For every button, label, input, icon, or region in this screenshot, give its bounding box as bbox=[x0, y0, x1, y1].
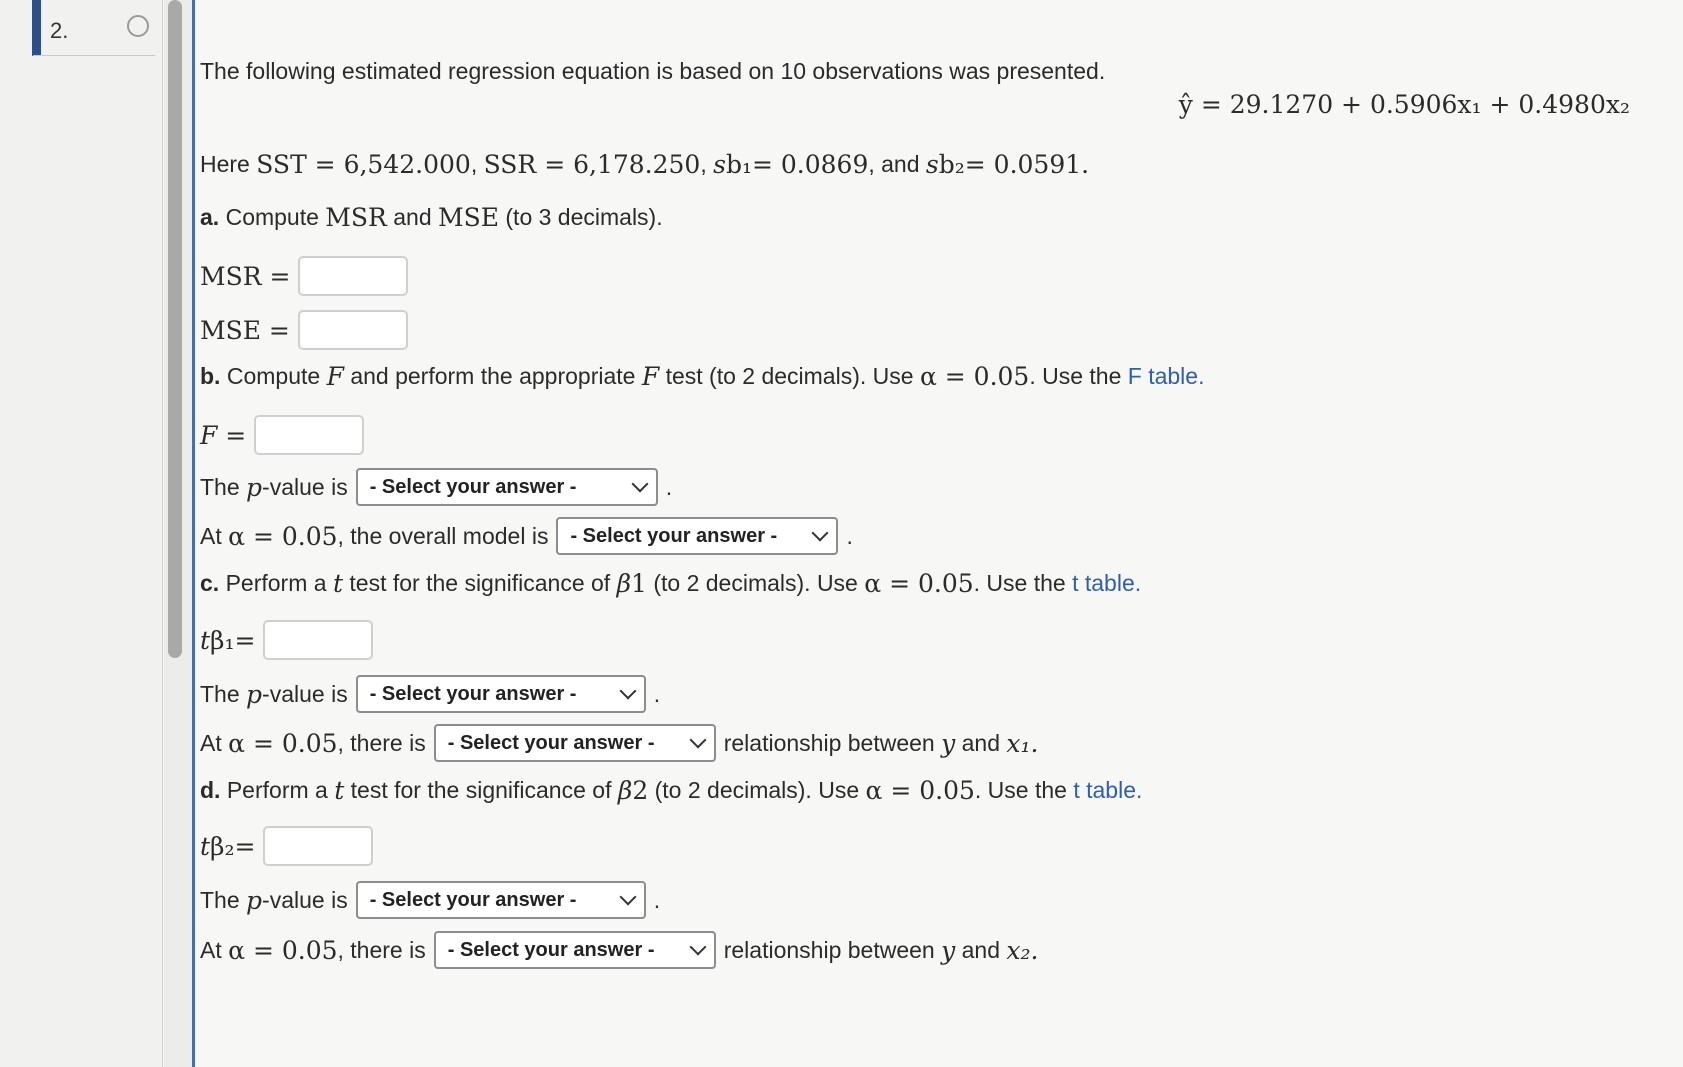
pvalue-suffix: -value is bbox=[262, 886, 348, 913]
part-b-text-2: and perform the appropriate bbox=[350, 363, 636, 389]
part-d-pvalue-row: The p -value is - Select your answer - . bbox=[200, 881, 660, 919]
column-divider bbox=[162, 0, 163, 1067]
question-status-circle-icon bbox=[127, 15, 149, 37]
given-values: Here SST = 6,542.000 , SSR = 6,178.250 , s b₁ = 0.0869 , and s b₂ = 0.0591. bbox=[200, 150, 1090, 179]
mse-row bbox=[200, 310, 408, 350]
part-d-t: t bbox=[334, 776, 345, 805]
msr-input[interactable] bbox=[298, 256, 408, 296]
at-prefix: At bbox=[200, 936, 222, 963]
part-b-text-3: test (to 2 decimals). Use bbox=[665, 363, 914, 389]
part-a-label: a. bbox=[200, 204, 220, 230]
pvalue-prefix: The bbox=[200, 886, 240, 913]
select-label: - Select your answer - bbox=[570, 524, 778, 547]
part-c-text-2: test for the significance of bbox=[349, 570, 611, 596]
part-d-alpha: α = 0.05 bbox=[865, 776, 975, 805]
select-label: - Select your answer - bbox=[447, 731, 655, 754]
select-label: - Select your answer - bbox=[369, 682, 577, 705]
chevron-down-icon bbox=[619, 889, 636, 906]
content-left-border bbox=[192, 0, 195, 1067]
chevron-down-icon bbox=[812, 525, 829, 542]
scrollbar-thumb[interactable] bbox=[168, 0, 182, 658]
msr-label: MSR = bbox=[200, 261, 291, 291]
question-number[interactable]: 2. bbox=[50, 18, 69, 43]
t-beta2-row bbox=[200, 826, 373, 866]
part-b-label: b. bbox=[200, 363, 221, 389]
part-b-f-2: F bbox=[641, 362, 660, 391]
question-content bbox=[200, 0, 1660, 1067]
part-c-text: Perform a bbox=[225, 570, 327, 596]
beta-subscript: 1 bbox=[631, 569, 647, 598]
x2-variable: x₂. bbox=[1006, 935, 1039, 965]
pvalue-p: p bbox=[246, 885, 263, 915]
t-symbol: t bbox=[200, 831, 211, 861]
part-a-prompt bbox=[200, 203, 663, 232]
part-a-mse: MSE bbox=[438, 203, 499, 232]
question-accent-bar bbox=[32, 0, 41, 56]
part-a-text: Compute bbox=[225, 204, 319, 230]
select-label: - Select your answer - bbox=[447, 938, 655, 961]
part-b-text-4: . Use the bbox=[1029, 363, 1122, 389]
part-c-prompt bbox=[200, 569, 1141, 598]
y-variable: y bbox=[941, 935, 956, 965]
part-c-t: t bbox=[332, 569, 343, 598]
rel-suffix: relationship between bbox=[723, 936, 935, 963]
pvalue-prefix: The bbox=[200, 680, 240, 707]
t-symbol: t bbox=[200, 625, 211, 655]
sb2-subscript: b₂ bbox=[938, 150, 965, 179]
question-nav-column bbox=[0, 0, 162, 1067]
sb1-value: = 0.0869 bbox=[751, 150, 869, 179]
beta-subscript: 2 bbox=[632, 776, 649, 805]
part-c-relationship-select[interactable] bbox=[434, 724, 716, 762]
part-b-alpha: α = 0.05 bbox=[919, 362, 1030, 391]
t-table-link[interactable]: t table. bbox=[1073, 777, 1143, 803]
part-d-relationship-row: At α = 0.05 , there is - Select your answer - relationship between y and x₂. bbox=[200, 931, 1038, 969]
part-c-label: c. bbox=[200, 570, 220, 596]
rel-text: , there is bbox=[337, 936, 426, 963]
part-c-pvalue-row: The p -value is - Select your answer - . bbox=[200, 675, 660, 713]
part-c-text-3: (to 2 decimals). Use bbox=[653, 570, 858, 596]
part-d-prompt bbox=[200, 776, 1142, 805]
t-beta2-input[interactable] bbox=[263, 826, 373, 866]
part-d-text-4: . Use the bbox=[974, 777, 1067, 803]
overall-text: , the overall model is bbox=[337, 522, 549, 549]
given-prefix: Here bbox=[200, 151, 250, 177]
part-b-prompt bbox=[200, 362, 1204, 391]
part-d-pvalue-select[interactable] bbox=[356, 881, 646, 919]
given-and: , and bbox=[868, 151, 920, 177]
chevron-down-icon bbox=[631, 476, 648, 493]
beta-symbol: β bbox=[616, 569, 632, 598]
x1-variable: x₁. bbox=[1006, 728, 1039, 758]
part-b-overall-row: At α = 0.05 , the overall model is - Select your answer - . bbox=[200, 517, 853, 555]
rel-alpha: α = 0.05 bbox=[228, 935, 338, 965]
part-b-pvalue-row: The p -value is - Select your answer - . bbox=[200, 468, 672, 506]
part-a-and: and bbox=[393, 204, 432, 230]
overall-model-select[interactable] bbox=[556, 517, 838, 555]
at-prefix: At bbox=[200, 522, 222, 549]
t-table-link[interactable]: t table. bbox=[1072, 570, 1142, 596]
question-divider bbox=[33, 55, 155, 56]
pvalue-p: p bbox=[246, 472, 263, 502]
part-a-decimals: (to 3 decimals). bbox=[505, 204, 663, 230]
rel-alpha: α = 0.05 bbox=[228, 728, 338, 758]
chevron-down-icon bbox=[619, 683, 636, 700]
t-beta1-input[interactable] bbox=[263, 620, 373, 660]
f-row bbox=[200, 415, 364, 455]
mse-label: MSE = bbox=[200, 315, 290, 345]
chevron-down-icon bbox=[689, 939, 706, 956]
mse-input[interactable] bbox=[298, 310, 408, 350]
select-label: - Select your answer - bbox=[369, 475, 577, 498]
part-c-text-4: . Use the bbox=[973, 570, 1066, 596]
t-equals: = bbox=[234, 831, 256, 861]
sb1-subscript: b₁ bbox=[725, 150, 752, 179]
regression-equation: ŷ = 29.1270 + 0.5906x₁ + 0.4980x₂ bbox=[1178, 90, 1630, 119]
rel-suffix: relationship between bbox=[723, 729, 935, 756]
select-label: - Select your answer - bbox=[369, 888, 577, 911]
part-c-alpha: α = 0.05 bbox=[864, 569, 974, 598]
at-prefix: At bbox=[200, 729, 222, 756]
t-subscript: β₁ bbox=[210, 625, 235, 655]
part-b-text: Compute bbox=[226, 363, 321, 389]
sb2-value: = 0.0591. bbox=[964, 150, 1090, 179]
sst-value: SST = 6,542.000 bbox=[256, 150, 471, 179]
t-subscript: β₂ bbox=[210, 831, 235, 861]
intro-text bbox=[200, 58, 1105, 85]
t-beta1-row bbox=[200, 620, 373, 660]
part-c-pvalue-select[interactable] bbox=[356, 675, 646, 713]
part-d-text: Perform a bbox=[226, 777, 328, 803]
part-d-label: d. bbox=[200, 777, 221, 803]
part-b-pvalue-select[interactable] bbox=[356, 468, 658, 506]
pvalue-p: p bbox=[246, 679, 263, 709]
f-label: F = bbox=[200, 420, 247, 450]
chevron-down-icon bbox=[689, 732, 706, 749]
part-b-f: F bbox=[326, 362, 344, 391]
sb1-symbol: s bbox=[713, 150, 726, 179]
beta-symbol: β bbox=[617, 776, 633, 805]
part-a-msr: MSR bbox=[325, 203, 387, 232]
pvalue-suffix: -value is bbox=[262, 680, 348, 707]
rel-text: , there is bbox=[337, 729, 426, 756]
f-input[interactable] bbox=[254, 415, 364, 455]
overall-alpha: α = 0.05 bbox=[228, 521, 338, 551]
part-d-relationship-select[interactable] bbox=[434, 931, 716, 969]
pvalue-suffix: -value is bbox=[262, 473, 348, 500]
y-variable: y bbox=[941, 728, 956, 758]
sb2-symbol: s bbox=[925, 150, 939, 179]
pvalue-prefix: The bbox=[200, 473, 240, 500]
f-table-link[interactable]: F table. bbox=[1127, 363, 1205, 389]
msr-row bbox=[200, 256, 408, 296]
part-c-relationship-row: At α = 0.05 , there is - Select your answer - relationship between y and x₁. bbox=[200, 724, 1038, 762]
t-equals: = bbox=[234, 625, 256, 655]
ssr-value: SSR = 6,178.250 bbox=[483, 150, 701, 179]
part-d-text-2: test for the significance of bbox=[350, 777, 612, 803]
part-d-text-3: (to 2 decimals). Use bbox=[654, 777, 860, 803]
intro-sentence: The following estimated regression equation is based on 10 observations was presented. bbox=[200, 58, 1106, 84]
